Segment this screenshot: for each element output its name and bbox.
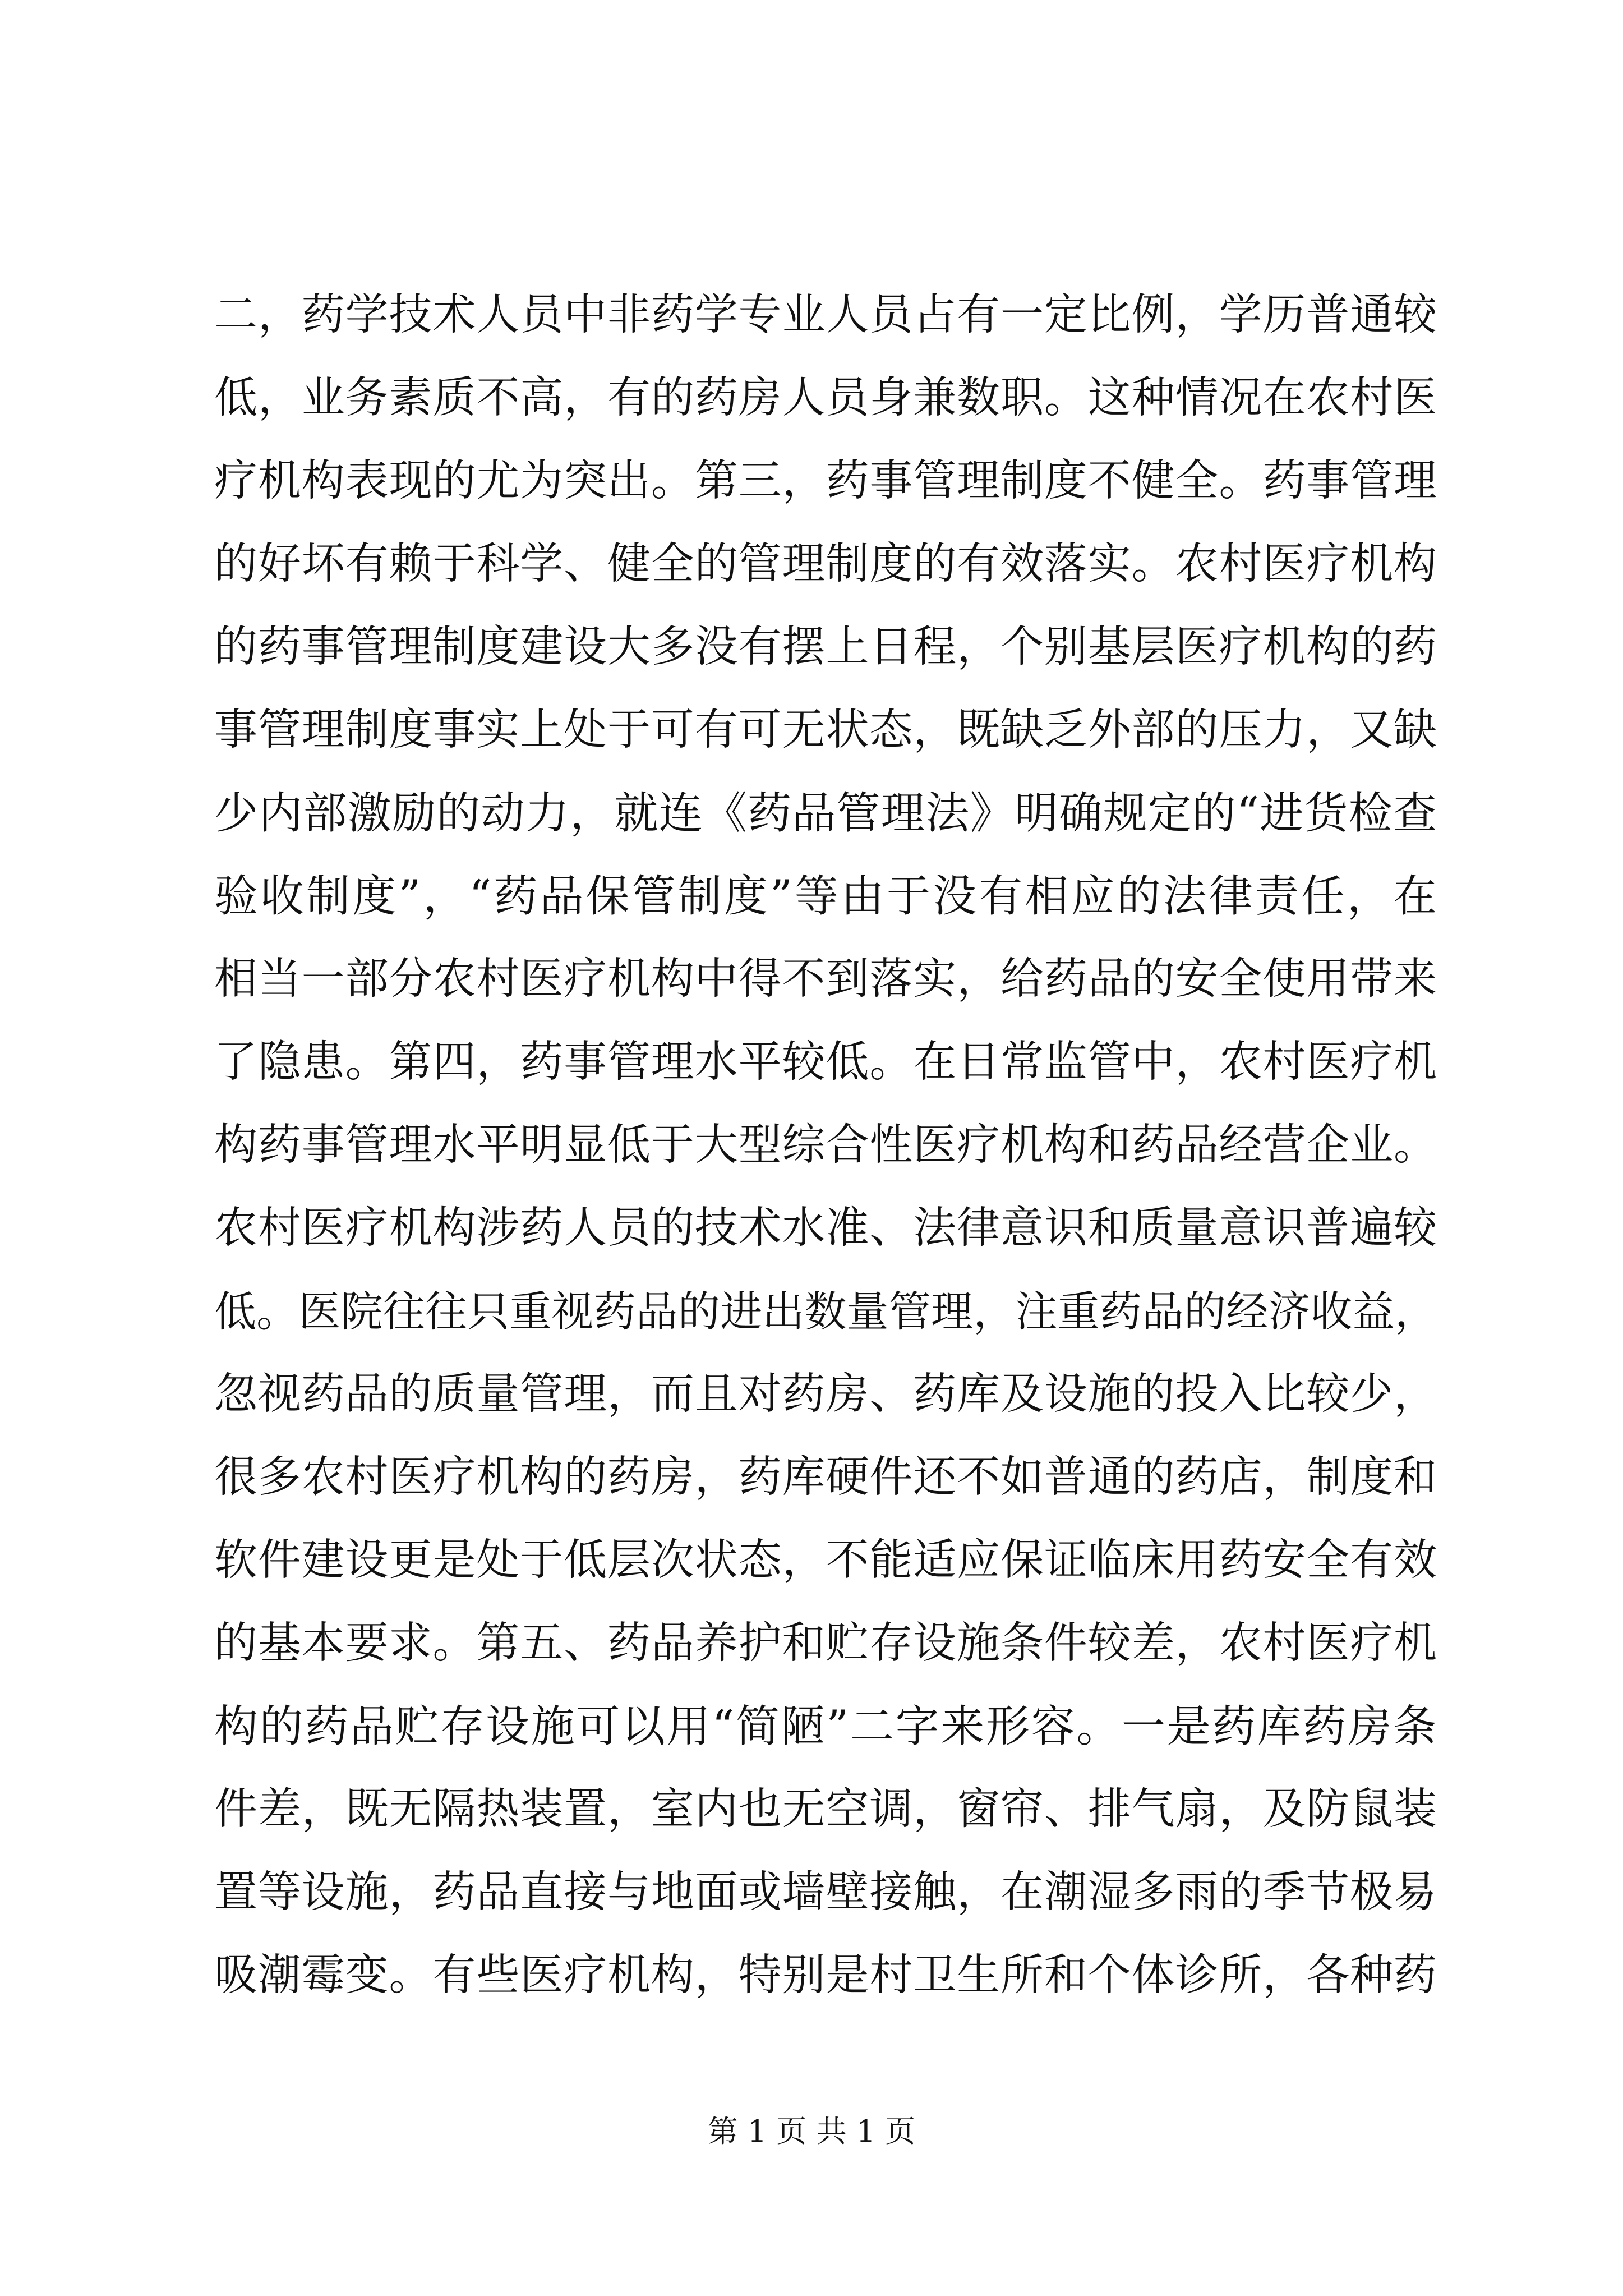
text-line: 相当一部分农村医疗机构中得不到落实，给药品的安全使用带来 — [214, 954, 1437, 1004]
text-line: 的基本要求。第五、药品养护和贮存设施条件较差，农村医疗机 — [214, 1618, 1437, 1668]
text-line: 吸潮霉变。有些医疗机构，特别是村卫生所和个体诊所，各种药 — [214, 1950, 1437, 2000]
text-line: 置等设施，药品直接与地面或墙壁接触，在潮湿多雨的季节极易 — [214, 1867, 1437, 1917]
text-line: 的药事管理制度建设大多没有摆上日程，个别基层医疗机构的药 — [214, 622, 1437, 672]
text-line: 事管理制度事实上处于可有可无状态，既缺乏外部的压力，又缺 — [214, 705, 1437, 755]
body-paragraph — [214, 274, 1437, 2017]
text-line: 验收制度”，“药品保管制度”等由于没有相应的法律责任，在 — [214, 871, 1437, 922]
text-line: 农村医疗机构涉药人员的技术水准、法律意识和质量意识普遍较 — [214, 1203, 1437, 1253]
text-line: 构药事管理水平明显低于大型综合性医疗机构和药品经营企业。 — [214, 1120, 1437, 1170]
page-footer — [0, 2109, 1623, 2154]
text-line: 件差，既无隔热装置，室内也无空调，窗帘、排气扇，及防鼠装 — [214, 1784, 1437, 1834]
text-line: 少内部激励的动力，就连《药品管理法》明确规定的“进货检查 — [214, 788, 1437, 839]
text-line: 了隐患。第四，药事管理水平较低。在日常监管中，农村医疗机 — [214, 1037, 1437, 1087]
text-line: 低，业务素质不高，有的药房人员身兼数职。这种情况在农村医 — [214, 373, 1437, 423]
text-line: 软件建设更是处于低层次状态，不能适应保证临床用药安全有效 — [214, 1535, 1437, 1585]
text-line: 低。医院往往只重视药品的进出数量管理，注重药品的经济收益， — [214, 1287, 1437, 1336]
text-line: 的好坏有赖于科学、健全的管理制度的有效落实。农村医疗机构 — [214, 539, 1437, 589]
text-line: 很多农村医疗机构的药房，药库硬件还不如普通的药店，制度和 — [214, 1452, 1437, 1502]
page-number-label: 第 1 页 共 1 页 — [707, 2114, 916, 2149]
text-line: 二，药学技术人员中非药学专业人员占有一定比例，学历普通较 — [214, 290, 1437, 340]
text-line: 构的药品贮存设施可以用“简陋”二字来形容。一是药库药房条 — [214, 1701, 1437, 1752]
text-line: 疗机构表现的尤为突出。第三，药事管理制度不健全。药事管理 — [214, 456, 1437, 506]
text-line: 忽视药品的质量管理，而且对药房、药库及设施的投入比较少， — [214, 1369, 1437, 1419]
